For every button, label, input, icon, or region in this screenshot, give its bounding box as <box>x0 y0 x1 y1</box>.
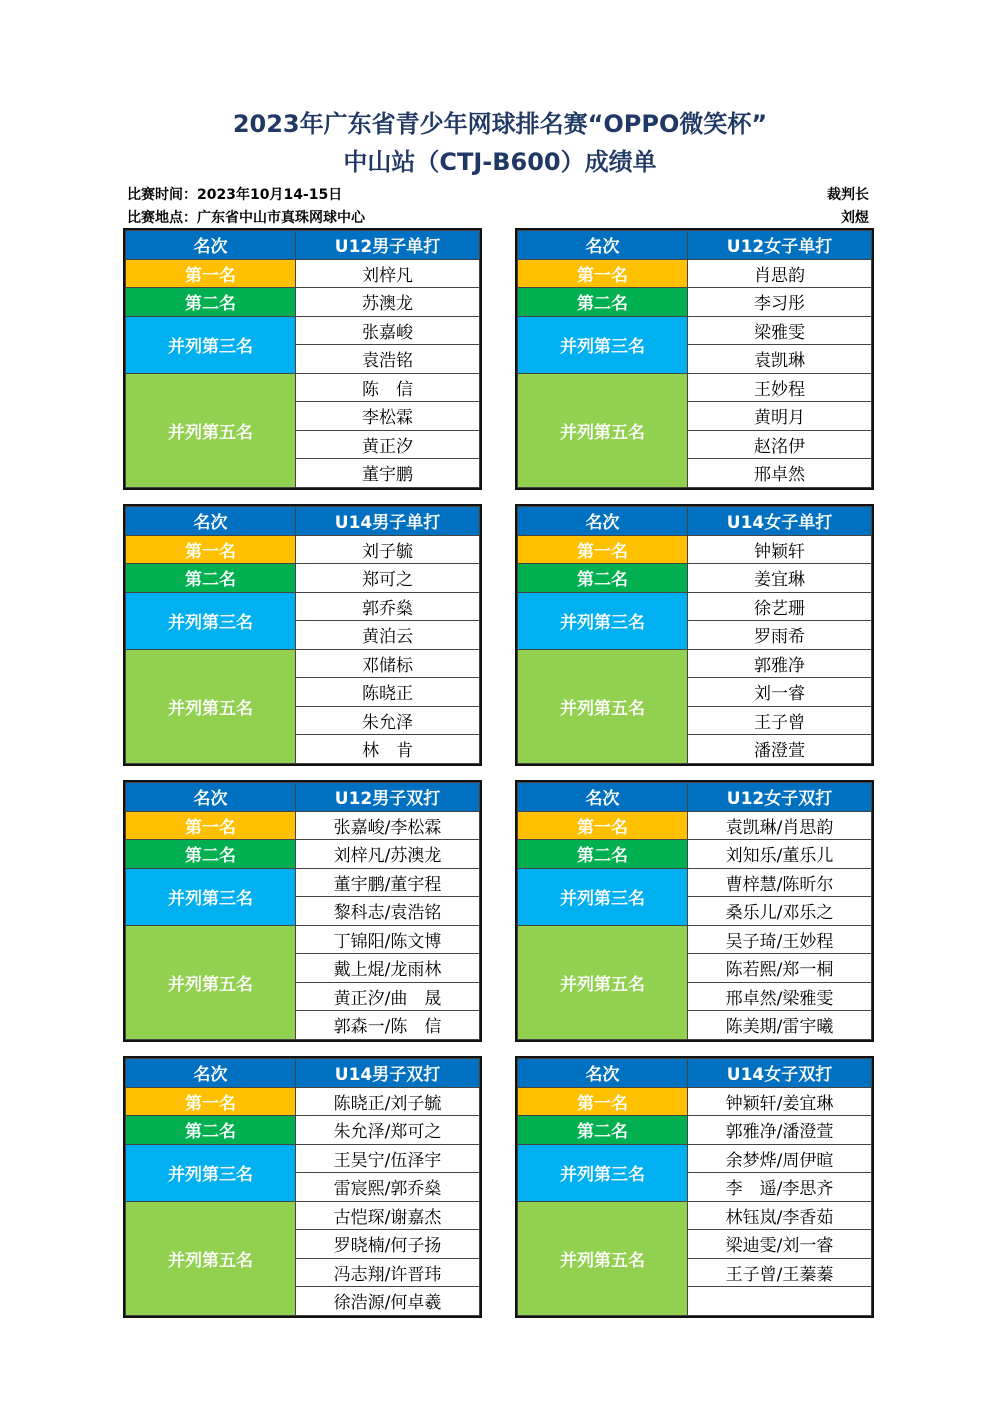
rank-fifth-label: 并列第五名 <box>126 1201 296 1315</box>
table-row <box>126 1116 480 1145</box>
rank-first-label: 第一名 <box>518 259 688 288</box>
rank-second-label: 第二名 <box>126 840 296 869</box>
rank-fifth-label: 并列第五名 <box>518 925 688 1039</box>
table-row <box>518 288 872 317</box>
player-name-cell: 李 遥/李思齐 <box>688 1173 872 1202</box>
results-table <box>125 782 480 1040</box>
player-name-cell: 吴子琦/王妙程 <box>688 925 872 954</box>
table-row <box>126 1087 480 1116</box>
player-name-cell: 陈晓正/刘子毓 <box>296 1087 480 1116</box>
event-column-header: U14男子双打 <box>296 1059 480 1088</box>
rank-fifth-label: 并列第五名 <box>126 649 296 763</box>
player-name-cell: 黄泊云 <box>296 621 480 650</box>
results-table <box>125 506 480 764</box>
player-name-cell: 姜宜琳 <box>688 564 872 593</box>
rank-second-label: 第二名 <box>518 564 688 593</box>
rank-column-header: 名次 <box>518 507 688 536</box>
player-name-cell: 王昊宁/伍泽宇 <box>296 1144 480 1173</box>
results-table-card <box>123 228 482 490</box>
rank-first-label: 第一名 <box>126 535 296 564</box>
results-table-card <box>123 780 482 1042</box>
player-name-cell: 徐浩源/何卓羲 <box>296 1287 480 1316</box>
player-name-cell: 徐艺珊 <box>688 592 872 621</box>
player-name-cell: 赵洺伊 <box>688 430 872 459</box>
player-name-cell: 邢卓然 <box>688 459 872 488</box>
table-row <box>518 649 872 678</box>
rank-third-label: 并列第三名 <box>518 1144 688 1201</box>
results-table <box>517 506 872 764</box>
player-name-cell: 刘一睿 <box>688 678 872 707</box>
table-row <box>518 316 872 345</box>
player-name-cell: 董宇鹏 <box>296 459 480 488</box>
rank-third-label: 并列第三名 <box>126 316 296 373</box>
table-row <box>126 1144 480 1173</box>
rank-column-header: 名次 <box>126 507 296 536</box>
results-table <box>517 1058 872 1316</box>
rank-fifth-label: 并列第五名 <box>126 925 296 1039</box>
table-header-row <box>126 507 480 536</box>
rank-second-label: 第二名 <box>126 564 296 593</box>
table-row <box>518 925 872 954</box>
player-name-cell: 袁凯琳/肖思韵 <box>688 811 872 840</box>
player-name-cell: 冯志翔/许晋玮 <box>296 1258 480 1287</box>
table-row <box>518 373 872 402</box>
player-name-cell: 郭雅净/潘澄萱 <box>688 1116 872 1145</box>
player-name-cell: 古恺琛/谢嘉杰 <box>296 1201 480 1230</box>
table-row <box>518 1087 872 1116</box>
player-name-cell: 邢卓然/梁雅雯 <box>688 982 872 1011</box>
table-row <box>126 925 480 954</box>
player-name-cell: 陈晓正 <box>296 678 480 707</box>
player-name-cell: 黄正汐 <box>296 430 480 459</box>
rank-first-label: 第一名 <box>126 1087 296 1116</box>
rank-first-label: 第一名 <box>126 811 296 840</box>
rank-fifth-label: 并列第五名 <box>518 649 688 763</box>
table-header-row <box>518 231 872 260</box>
player-name-cell: 袁凯琳 <box>688 345 872 374</box>
results-table-card <box>515 228 874 490</box>
table-row <box>518 592 872 621</box>
rank-first-label: 第一名 <box>518 535 688 564</box>
player-name-cell: 陈美期/雷宇曦 <box>688 1011 872 1040</box>
match-time: 比赛时间：2023年10月14-15日 <box>127 187 343 203</box>
rank-column-header: 名次 <box>518 231 688 260</box>
player-name-cell: 林 肯 <box>296 735 480 764</box>
event-column-header: U14男子单打 <box>296 507 480 536</box>
table-row <box>518 564 872 593</box>
player-name-cell: 曹梓慧/陈昕尔 <box>688 868 872 897</box>
rank-column-header: 名次 <box>126 783 296 812</box>
results-table-card <box>515 780 874 1042</box>
table-header-row <box>518 1059 872 1088</box>
player-name-cell: 董宇鹏/董宇程 <box>296 868 480 897</box>
table-row <box>126 811 480 840</box>
rank-fifth-label: 并列第五名 <box>518 373 688 487</box>
rank-third-label: 并列第三名 <box>518 592 688 649</box>
event-column-header: U12女子双打 <box>688 783 872 812</box>
rank-second-label: 第二名 <box>518 288 688 317</box>
rank-third-label: 并列第三名 <box>518 316 688 373</box>
player-name-cell: 雷宸熙/郭乔燊 <box>296 1173 480 1202</box>
player-name-cell: 刘子毓 <box>296 535 480 564</box>
table-row <box>518 535 872 564</box>
rank-column-header: 名次 <box>518 783 688 812</box>
player-name-cell: 朱允泽 <box>296 706 480 735</box>
rank-third-label: 并列第三名 <box>126 868 296 925</box>
table-row <box>126 649 480 678</box>
player-name-cell: 张嘉峻 <box>296 316 480 345</box>
table-header-row <box>126 231 480 260</box>
rank-first-label: 第一名 <box>126 259 296 288</box>
results-table <box>517 782 872 1040</box>
player-name-cell: 梁迪雯/刘一睿 <box>688 1230 872 1259</box>
results-table-card <box>123 504 482 766</box>
player-name-cell: 罗雨希 <box>688 621 872 650</box>
player-name-cell: 钟颖轩 <box>688 535 872 564</box>
player-name-cell: 刘梓凡 <box>296 259 480 288</box>
player-name-cell: 王子曾 <box>688 706 872 735</box>
event-column-header: U12女子单打 <box>688 231 872 260</box>
table-row <box>126 1201 480 1230</box>
player-name-cell: 张嘉峻/李松霖 <box>296 811 480 840</box>
rank-second-label: 第二名 <box>518 840 688 869</box>
player-name-cell: 潘澄萱 <box>688 735 872 764</box>
player-name-cell: 黄正汐/曲 晟 <box>296 982 480 1011</box>
table-row <box>126 316 480 345</box>
results-table-card <box>515 1056 874 1318</box>
event-column-header: U14女子双打 <box>688 1059 872 1088</box>
event-column-header: U12男子双打 <box>296 783 480 812</box>
table-row <box>518 811 872 840</box>
player-name-cell: 林钰岚/李香茹 <box>688 1201 872 1230</box>
table-row <box>126 868 480 897</box>
table-row <box>126 259 480 288</box>
rank-fifth-label: 并列第五名 <box>126 373 296 487</box>
table-row <box>126 288 480 317</box>
player-name-cell: 黄明月 <box>688 402 872 431</box>
table-row <box>518 868 872 897</box>
player-name-cell: 袁浩铭 <box>296 345 480 374</box>
table-header-row <box>518 507 872 536</box>
table-row <box>518 1116 872 1145</box>
referee-name: 刘煜 <box>841 210 869 226</box>
rank-second-label: 第二名 <box>518 1116 688 1145</box>
referee-label: 裁判长 <box>827 187 869 203</box>
rank-third-label: 并列第三名 <box>126 592 296 649</box>
table-row <box>518 1144 872 1173</box>
player-name-cell: 郭乔燊 <box>296 592 480 621</box>
table-header-row <box>518 783 872 812</box>
rank-third-label: 并列第三名 <box>518 868 688 925</box>
table-row <box>126 373 480 402</box>
player-name-cell: 肖思韵 <box>688 259 872 288</box>
player-name-cell: 郑可之 <box>296 564 480 593</box>
player-name-cell: 黎科志/袁浩铭 <box>296 897 480 926</box>
player-name-cell: 王妙程 <box>688 373 872 402</box>
player-name-cell: 陈若熙/郑一桐 <box>688 954 872 983</box>
results-table-card <box>123 1056 482 1318</box>
player-name-cell: 钟颖轩/姜宜琳 <box>688 1087 872 1116</box>
table-row <box>518 1201 872 1230</box>
results-table <box>125 230 480 488</box>
player-name-cell: 梁雅雯 <box>688 316 872 345</box>
player-name-cell: 丁锦阳/陈文博 <box>296 925 480 954</box>
player-name-cell: 郭雅净 <box>688 649 872 678</box>
rank-first-label: 第一名 <box>518 811 688 840</box>
rank-second-label: 第二名 <box>126 288 296 317</box>
table-row <box>126 592 480 621</box>
player-name-cell: 桑乐儿/邓乐之 <box>688 897 872 926</box>
player-name-cell <box>688 1287 872 1316</box>
table-header-row <box>126 783 480 812</box>
player-name-cell: 朱允泽/郑可之 <box>296 1116 480 1145</box>
rank-column-header: 名次 <box>126 231 296 260</box>
player-name-cell: 苏澳龙 <box>296 288 480 317</box>
event-column-header: U14女子单打 <box>688 507 872 536</box>
match-venue: 比赛地点：广东省中山市真珠网球中心 <box>127 210 365 226</box>
player-name-cell: 戴上焜/龙雨林 <box>296 954 480 983</box>
results-table-card <box>515 504 874 766</box>
player-name-cell: 王子曾/王蓁蓁 <box>688 1258 872 1287</box>
player-name-cell: 郭森一/陈 信 <box>296 1011 480 1040</box>
page-title-line1: 2023年广东省青少年网球排名赛“OPPO微笑杯” <box>232 110 768 138</box>
page-title-line2: 中山站（CTJ-B600）成绩单 <box>343 148 657 176</box>
results-table <box>125 1058 480 1316</box>
player-name-cell: 罗晓楠/何子扬 <box>296 1230 480 1259</box>
table-row <box>126 564 480 593</box>
player-name-cell: 陈 信 <box>296 373 480 402</box>
table-row <box>518 259 872 288</box>
rank-column-header: 名次 <box>518 1059 688 1088</box>
table-row <box>126 535 480 564</box>
rank-fifth-label: 并列第五名 <box>518 1201 688 1315</box>
event-column-header: U12男子单打 <box>296 231 480 260</box>
player-name-cell: 邓储标 <box>296 649 480 678</box>
player-name-cell: 李松霖 <box>296 402 480 431</box>
player-name-cell: 刘知乐/董乐儿 <box>688 840 872 869</box>
table-row <box>518 840 872 869</box>
player-name-cell: 李习彤 <box>688 288 872 317</box>
table-row <box>126 840 480 869</box>
results-table <box>517 230 872 488</box>
player-name-cell: 余梦烨/周伊暄 <box>688 1144 872 1173</box>
rank-column-header: 名次 <box>126 1059 296 1088</box>
rank-second-label: 第二名 <box>126 1116 296 1145</box>
player-name-cell: 刘梓凡/苏澳龙 <box>296 840 480 869</box>
table-header-row <box>126 1059 480 1088</box>
rank-first-label: 第一名 <box>518 1087 688 1116</box>
rank-third-label: 并列第三名 <box>126 1144 296 1201</box>
